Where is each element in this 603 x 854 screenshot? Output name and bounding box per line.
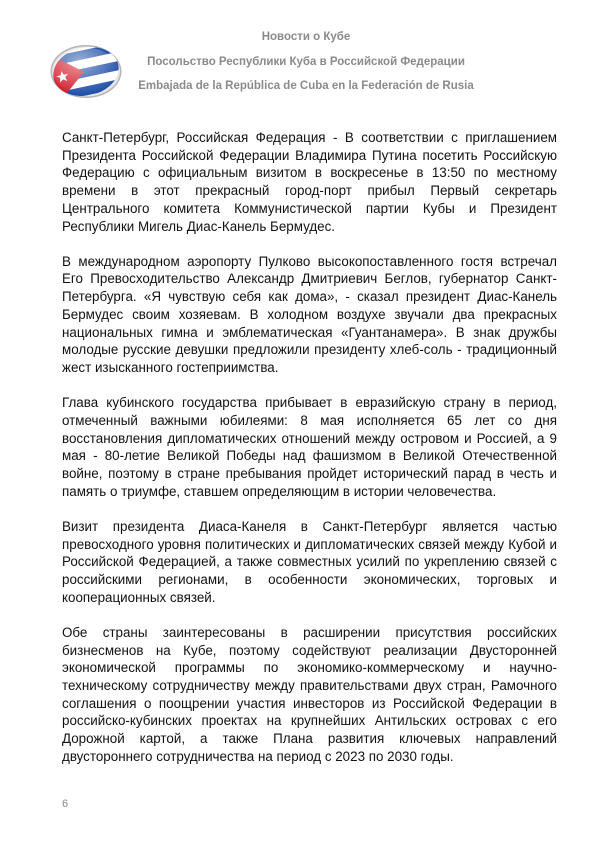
header-embassy-es: Embajada de la República de Cuba en la Federación de Rusia	[138, 80, 474, 92]
article-paragraph: Глава кубинского государства прибывает в евразийскую страну в период, отмеченный важными юбилеями: 8 мая исполняется 65 лет со дня восстановления дипломатических отношений между островом и Россией, а 9 мая - 80-летие Великой Победы над фашизмом в Великой Отечественной войне, поэтому в стране пребывания пройдет исторический парад в честь и память о триумфе, ставшем определяющим в истории человечества.	[62, 395, 557, 499]
article-body	[62, 129, 557, 783]
article-paragraph: Обе страны заинтересованы в расширении присутствия российских бизнесменов на Кубе, поэтому содействуют реализации Двусторонней экономической программы по экономико-коммерческому и научно-техническому сотрудничеству между правительствами двух стран, Рамочного соглашения о поощрении участия инвесторов из Российской Федерации в российско-кубинских проектах на крупнейших Антильских островах с его Дорожной картой, а также Плана развития ключевых направлений двустороннего сотрудничества на период с 2023 по 2030 годы.	[62, 624, 557, 764]
header-title: Новости о Кубе	[261, 31, 351, 43]
article-paragraph: В международном аэропорту Пулково высокопоставленного гостя встречал Его Превосходительство Александр Дмитриевич Беглов, губернатор Санкт-Петербурга. «Я чувствую себя как дома», - сказал президент Диас-Канель Бермудес своим хозяевам. В холодном воздухе звучали два прекрасных национальных гимна и эмблематическая «Гуантанамера». В знак дружбы молодые русские девушки предложили президенту хлеб-соль - традиционный жест изысканного гостеприимства.	[62, 253, 557, 375]
page-number: 6	[62, 798, 69, 810]
header-embassy-ru: Посольство Республики Куба в Российской Федерации	[147, 56, 465, 68]
article-paragraph: Санкт-Петербург, Российская Федерация - В соответствии с приглашением Президента Российской Федерации Владимира Путина посетить Российскую Федерацию с официальным визитом в воскресенье в 13:50 по местному времени в этот прекрасный город-порт прибыл Первый секретарь Центрального комитета Коммунистической партии Кубы и Президент Республики Мигель Диас-Канель Бермудес.	[62, 130, 557, 234]
cuba-flag-emblem-icon	[50, 44, 122, 99]
document-header	[130, 30, 482, 93]
article-paragraph: Визит президента Диаса-Канеля в Санкт-Петербург является частью превосходного уровня политических и дипломатических связей между Кубой и Российской Федерацией, а также совместных усилий по укреплению связей с российскими регионами, в особенности экономических, торговых и кооперационных связей.	[62, 518, 557, 605]
